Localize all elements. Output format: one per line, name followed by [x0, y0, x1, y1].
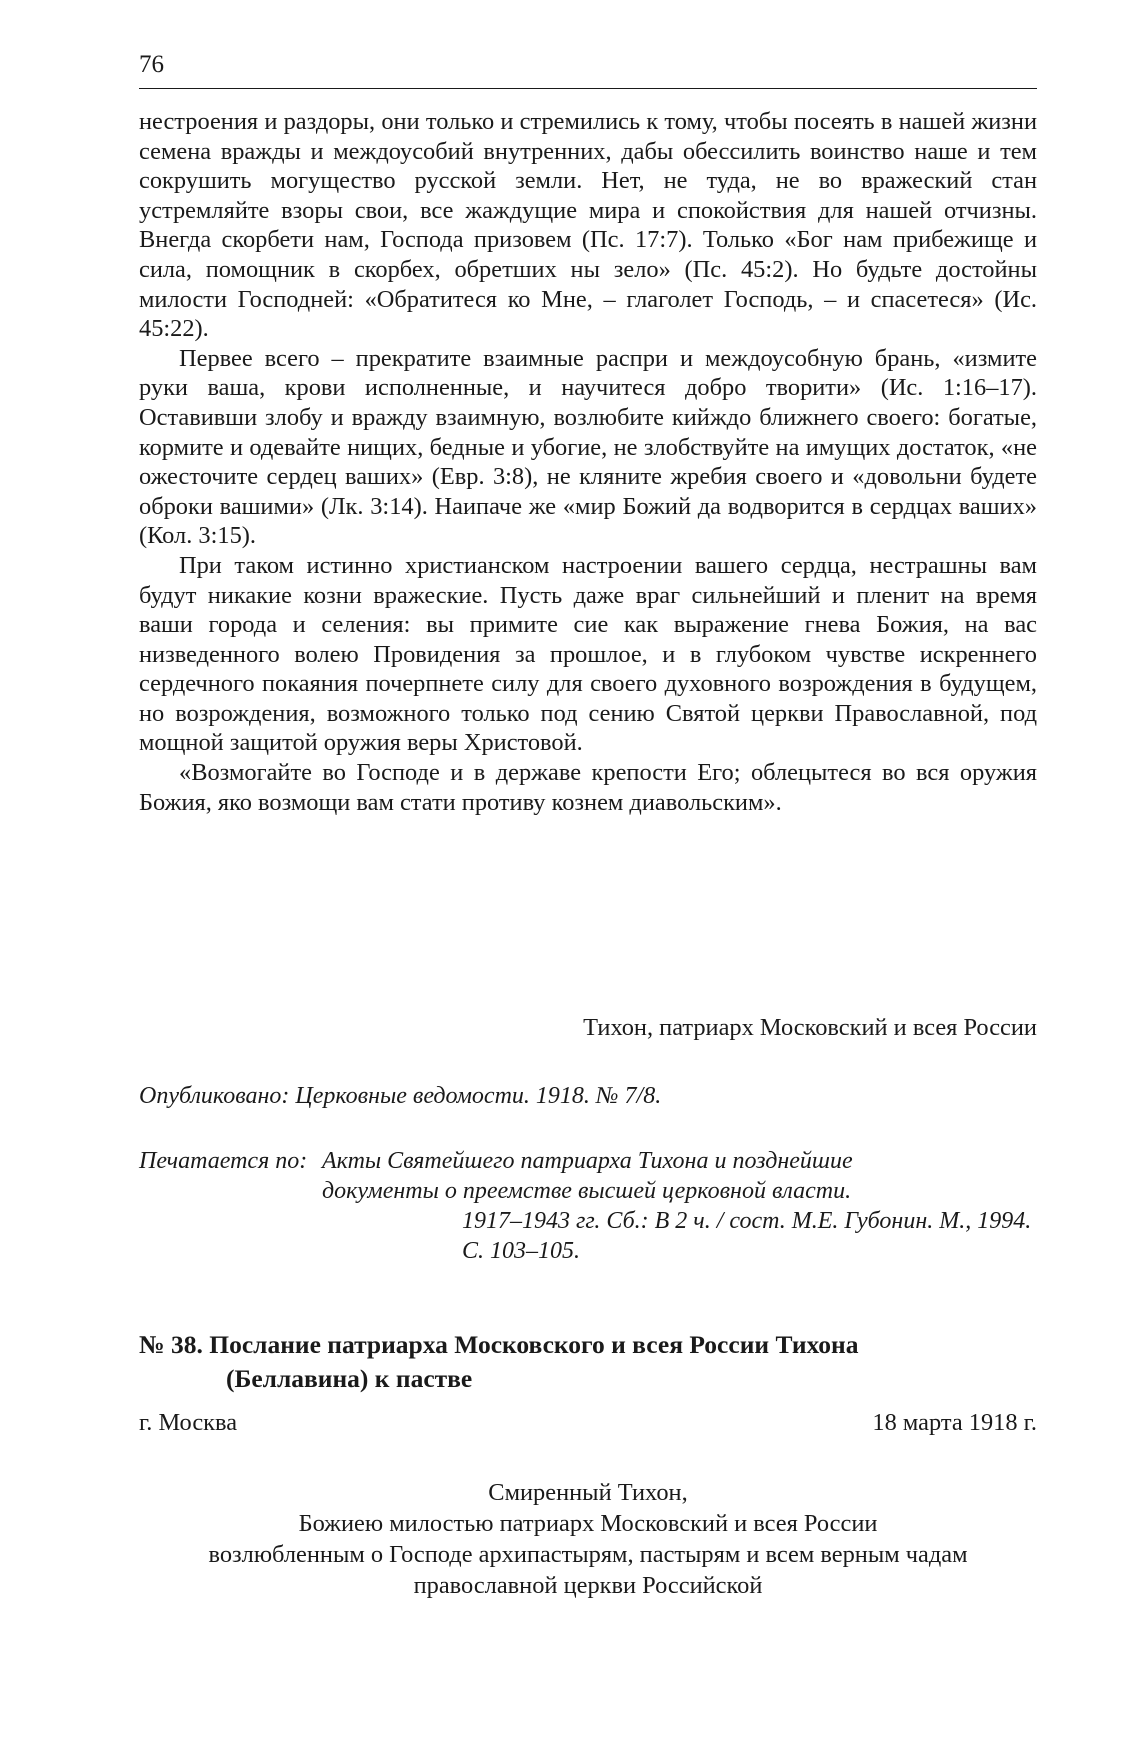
- address-line: Божиею милостью патриарх Московский и всея России: [298, 1510, 878, 1537]
- source-line: документы о преемстве высшей церковной власти.: [322, 1178, 852, 1204]
- date: 18 марта 1918 г.: [872, 1409, 1037, 1436]
- paragraph-cease-strife: Первее всего – прекратите взаимные распри и междоусобную брань, «измите руки ваша, крови исполненные, и научитеся добро творити» (Ис. 1:16–17). Оставивши злобу и вражду взаимную, возлюбите кийждо ближнего своего: богатые, кормите и одевайте нищих, бедные и убогие, не злобствуйте на имущих достаток, «не ожесточите сердец ваших» (Евр. 3:8), не кляните жребия своего и «довольни будете оброки вашими» (Лк. 3:14). Наипаче же «мир Божий да водворится в сердцах ваших» (Кол. 3:15).: [139, 344, 1037, 550]
- printed-from-source: [322, 1146, 1032, 1266]
- address-block: [139, 1477, 1037, 1601]
- address-line: возлюбленным о Господе архипастырям, пастырям и всем верным чадам: [208, 1541, 968, 1568]
- signature: Тихон, патриарх Московский и всея России: [583, 1014, 1037, 1041]
- page-number: 76: [139, 51, 164, 78]
- source-line: 1917–1943 гг. Сб.: В 2 ч. / сост. М.Е. Губонин. М., 1994.: [462, 1208, 1032, 1234]
- paragraph-closing-quote: «Возмогайте во Господе и в державе крепости Его; облецытеся во вся оружия Божия, яко возмощи вам стати противу кознем диавольским».: [139, 759, 1037, 816]
- source-line: С. 103–105.: [462, 1238, 581, 1264]
- paragraph-continuation: нестроения и раздоры, они только и стремились к тому, чтобы посеять в нашей жизни семена вражды и междоусобий внутренних, дабы обессилить воинство наше и тем сокрушить могущество русской земли. Нет, не туда, не во вражеский стан устремляйте взоры свои, все жаждущие мира и спокойствия для нашей отчизны. Внегда скорбети нам, Господа призовем (Пс. 17:7). Только «Бог нам прибежище и сила, помощник в скорбех, обретших ны зело» (Пс. 45:2). Но будьте достойны милости Господней: «Обратитеся ко Мне, – глаголет Господь, – и спасетеся» (Ис. 45:22).: [139, 108, 1037, 343]
- paragraph-christian-mood: При таком истинно христианском настроении вашего сердца, нестрашны вам будут никакие козни вражеские. Пусть даже враг сильнейший и пленит на время ваши города и селения: вы примите сие как выражение гнева Божия, на вас низведенного волею Провидения за прошлое, и в глубоком чувстве искреннего сердечного покаяния почерпнете силу для своего духовного возрождения в будущем, но возрождения, возможного только под сению Святой церкви Православной, под мощной защитой оружия веры Христовой.: [139, 551, 1037, 757]
- printed-from-label: Печатается по:: [139, 1148, 308, 1174]
- document-heading-line: (Беллавина) к пастве: [226, 1364, 473, 1393]
- body-text: [139, 107, 1037, 817]
- address-line: православной церкви Российской: [413, 1572, 763, 1599]
- source-line: Акты Святейшего патриарха Тихона и позднейшие: [322, 1148, 853, 1174]
- document-heading-line: № 38. Послание патриарха Московского и всея России Тихона: [139, 1330, 859, 1359]
- published-note: Опубликовано: Церковные ведомости. 1918. № 7/8.: [139, 1083, 662, 1109]
- document-heading: [139, 1328, 1037, 1396]
- address-line: Смиренный Тихон,: [488, 1479, 688, 1506]
- header-rule: [139, 88, 1037, 89]
- place: г. Москва: [139, 1409, 238, 1436]
